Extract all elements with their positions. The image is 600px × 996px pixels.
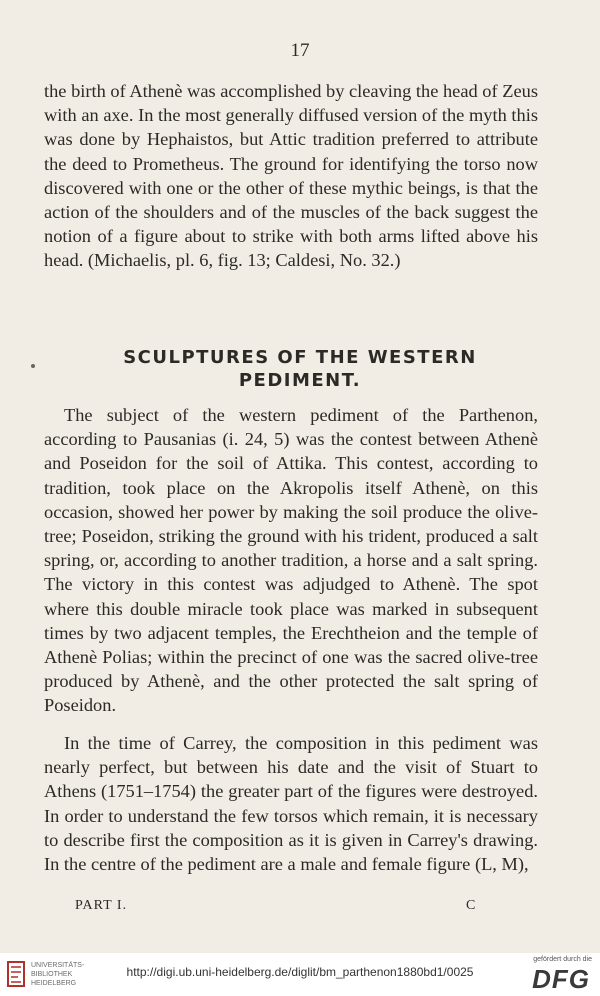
institution-line2: BIBLIOTHEK xyxy=(31,971,73,978)
section-heading-line1: SCULPTURES OF THE WESTERN xyxy=(123,347,477,368)
margin-speck xyxy=(31,364,35,368)
paragraph-western-pediment-subject: The subject of the western pediment of the Parthenon, according to Pausanias (i. 24, 5) was the contest between Athenè and Poseidon for the soil of Attika. This contest, according to tradition, took place on the Akropolis itself Athenè, on this occasion, showed her power by making the soil produce the olive-tree; Poseidon, striking the ground with his trident, produced a salt spring, or, according to another tradition, a horse and a salt spring. The victory in this contest was adjudged to Athenè. The spot where this double miracle took place was marked in subsequent times by two adjacent temples, the Erechtheion and the temple of Athenè Polias; within the precinct of one was the sacred olive-tree produced by Athenè, and the other protected the salt spring of Poseidon. xyxy=(44,405,538,716)
institution-line1: UNIVERSITÄTS- xyxy=(31,962,85,969)
paragraph-carrey-composition: In the time of Carrey, the composition in this pediment was nearly perfect, but between his date and the visit of Stuart to Athens (1751–1754) the greater part of the figures were destroyed. In order to understand the few torsos which remain, it is necessary to describe first the composition as it is given in Carrey's drawing. In the centre of the pediment are a male and female figure (L, M), xyxy=(44,733,538,875)
permalink-url[interactable]: http://digi.ub.uni-heidelberg.de/diglit/bm_parthenon1880bd1/0025 xyxy=(126,965,474,979)
section-heading-line2: PEDIMENT. xyxy=(238,370,362,391)
paragraph-birth-of-athene: the birth of Athenè was accomplished by cleaving the head of Zeus with an axe. In the most generally diffused version of the myth this was done by Hephaistos, but Attic tradition preferred to attribute the deed to Prometheus. The ground for identifying the torso now discovered with one or the other of these mythic beings, is that the action of the shoulders and of the muscles of the back suggest the notion of a figure about to strike with both arms lifted above his head. (Michaelis, pl. 6, fig. 13; Caldesi, No. 32.) xyxy=(44,81,538,271)
page-number: 17 xyxy=(290,40,310,61)
footer-signature-mark: C xyxy=(466,898,476,913)
digitization-footer-bar xyxy=(0,953,600,996)
funded-by-label: gefördert durch die xyxy=(533,956,592,963)
institution-line3: HEIDELBERG xyxy=(31,980,77,987)
dfg-logo: DFG xyxy=(532,964,590,994)
footer-part-label: PART I. xyxy=(75,898,128,913)
